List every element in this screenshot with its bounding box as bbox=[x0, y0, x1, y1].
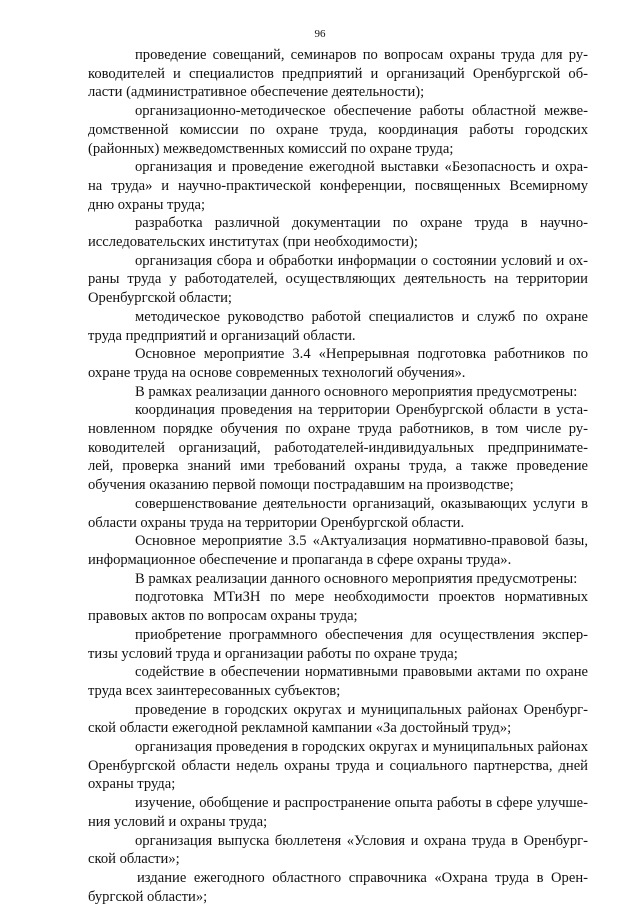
paragraph bbox=[88, 495, 588, 532]
text-line: разработка различной документации по охране труда в научно- bbox=[135, 215, 588, 232]
text-line: труда предприятий и организаций области. bbox=[88, 327, 356, 344]
paragraph bbox=[88, 345, 588, 382]
text-line: организационно-методическое обеспечение работы областной межве- bbox=[135, 103, 588, 120]
text-line: совершенствование деятельности организаций, оказывающих услуги в bbox=[135, 495, 588, 512]
paragraph bbox=[88, 532, 588, 569]
text-line: раны труда у работодателей, осуществляющих деятельность на территории bbox=[88, 271, 588, 288]
text-line: В рамках реализации данного основного мероприятия предусмотрены: bbox=[135, 570, 578, 587]
text-line: ласти (административное обеспечение деятельности); bbox=[88, 84, 425, 101]
text-line: охраны труда; bbox=[88, 776, 176, 793]
paragraph bbox=[88, 869, 588, 906]
text-line: правовых актов по вопросам охраны труда; bbox=[88, 608, 358, 625]
text-line: координация проведения на территории Оренбургской области в уста- bbox=[135, 402, 588, 419]
text-line: ния условий и охраны труда; bbox=[88, 813, 268, 830]
paragraph bbox=[88, 214, 588, 251]
text-line: области охраны труда на территории Оренбургской области. bbox=[88, 514, 465, 531]
text-line: издание ежегодного областного справочника «Охрана труда в Орен- bbox=[137, 869, 588, 886]
paragraph bbox=[88, 401, 588, 495]
text-line: организация сбора и обработки информации о состоянии условий и ох- bbox=[135, 252, 588, 269]
text-line: лей, проверка знаний ими требований охраны труда, а также проведение bbox=[88, 458, 588, 475]
text-line: Основное мероприятие 3.5 «Актуализация нормативно-правовой базы, bbox=[135, 533, 588, 550]
text-line: Оренбургской области недель охраны труда и социального партнерства, дней bbox=[88, 757, 588, 774]
paragraph bbox=[88, 738, 588, 794]
text-line: изучение, обобщение и распространение опыта работы в сфере улучше- bbox=[135, 795, 588, 812]
text-line: исследовательских институтах (при необходимости); bbox=[88, 234, 418, 251]
text-line: приобретение программного обеспечения для осуществления экспер- bbox=[135, 626, 588, 643]
paragraph bbox=[88, 308, 588, 345]
text-line: новленном порядке обучения по охране труда работников, в том числе ру- bbox=[88, 421, 588, 438]
text-line: проведение совещаний, семинаров по вопросам охраны труда для ру- bbox=[135, 47, 588, 63]
text-line: содействие в обеспечении нормативными правовыми актами по охране bbox=[135, 664, 588, 681]
paragraph bbox=[88, 588, 588, 625]
text-line: бургской области»; bbox=[88, 888, 208, 905]
text-line: ской области ежегодной рекламной кампании «За достойный труд»; bbox=[88, 720, 512, 737]
text-line: дню охраны труда; bbox=[88, 196, 206, 213]
paragraph bbox=[88, 252, 588, 308]
text-line: тизы условий труда и организации работы по охране труда; bbox=[88, 645, 458, 662]
text-line: на труда» и научно-практической конференции, посвященных Всемирному bbox=[88, 177, 588, 194]
text-line: подготовка МТиЗН по мере необходимости проектов нормативных bbox=[135, 589, 588, 606]
paragraph bbox=[88, 701, 588, 738]
page-number: 96 bbox=[314, 28, 326, 40]
text-line: труда всех заинтересованных субъектов; bbox=[88, 682, 341, 699]
paragraph bbox=[88, 832, 588, 869]
text-line: домственной комиссии по охране труда, координация работы городских bbox=[88, 121, 588, 138]
paragraph bbox=[88, 626, 588, 663]
paragraph bbox=[88, 570, 588, 589]
text-line: В рамках реализации данного основного мероприятия предусмотрены: bbox=[135, 383, 578, 400]
paragraph bbox=[88, 383, 588, 402]
text-line: ской области»; bbox=[88, 851, 180, 868]
text-line: организация выпуска бюллетеня «Условия и охрана труда в Оренбург- bbox=[135, 832, 588, 849]
paragraph bbox=[88, 46, 588, 102]
text-line: ководителей и специалистов предприятий и организаций Оренбургской об- bbox=[88, 65, 588, 82]
document-body bbox=[88, 46, 588, 906]
paragraph bbox=[88, 794, 588, 831]
text-line: охране труда на основе современных технологий обучения». bbox=[88, 364, 466, 381]
paragraph bbox=[88, 663, 588, 700]
paragraph bbox=[88, 158, 588, 214]
text-line: обучения оказанию первой помощи пострадавшим на производстве; bbox=[88, 477, 514, 494]
text-line: организация проведения в городских округах и муниципальных районах bbox=[135, 739, 588, 756]
paragraph bbox=[88, 102, 588, 158]
text-line: ководителей организаций, работодателей-индивидуальных предпринимате- bbox=[88, 439, 588, 456]
text-line: проведение в городских округах и муниципальных районах Оренбург- bbox=[135, 701, 588, 718]
text-line: (районных) межведомственных комиссий по охране труда; bbox=[88, 140, 454, 157]
text-line: Основное мероприятие 3.4 «Непрерывная подготовка работников по bbox=[135, 346, 588, 363]
text-line: методическое руководство работой специалистов и служб по охране bbox=[135, 308, 588, 325]
text-line: организация и проведение ежегодной выставки «Безопасность и охра- bbox=[135, 159, 588, 176]
text-line: информационное обеспечение и пропаганда в сфере охраны труда». bbox=[88, 551, 512, 568]
text-line: Оренбургской области; bbox=[88, 290, 232, 307]
